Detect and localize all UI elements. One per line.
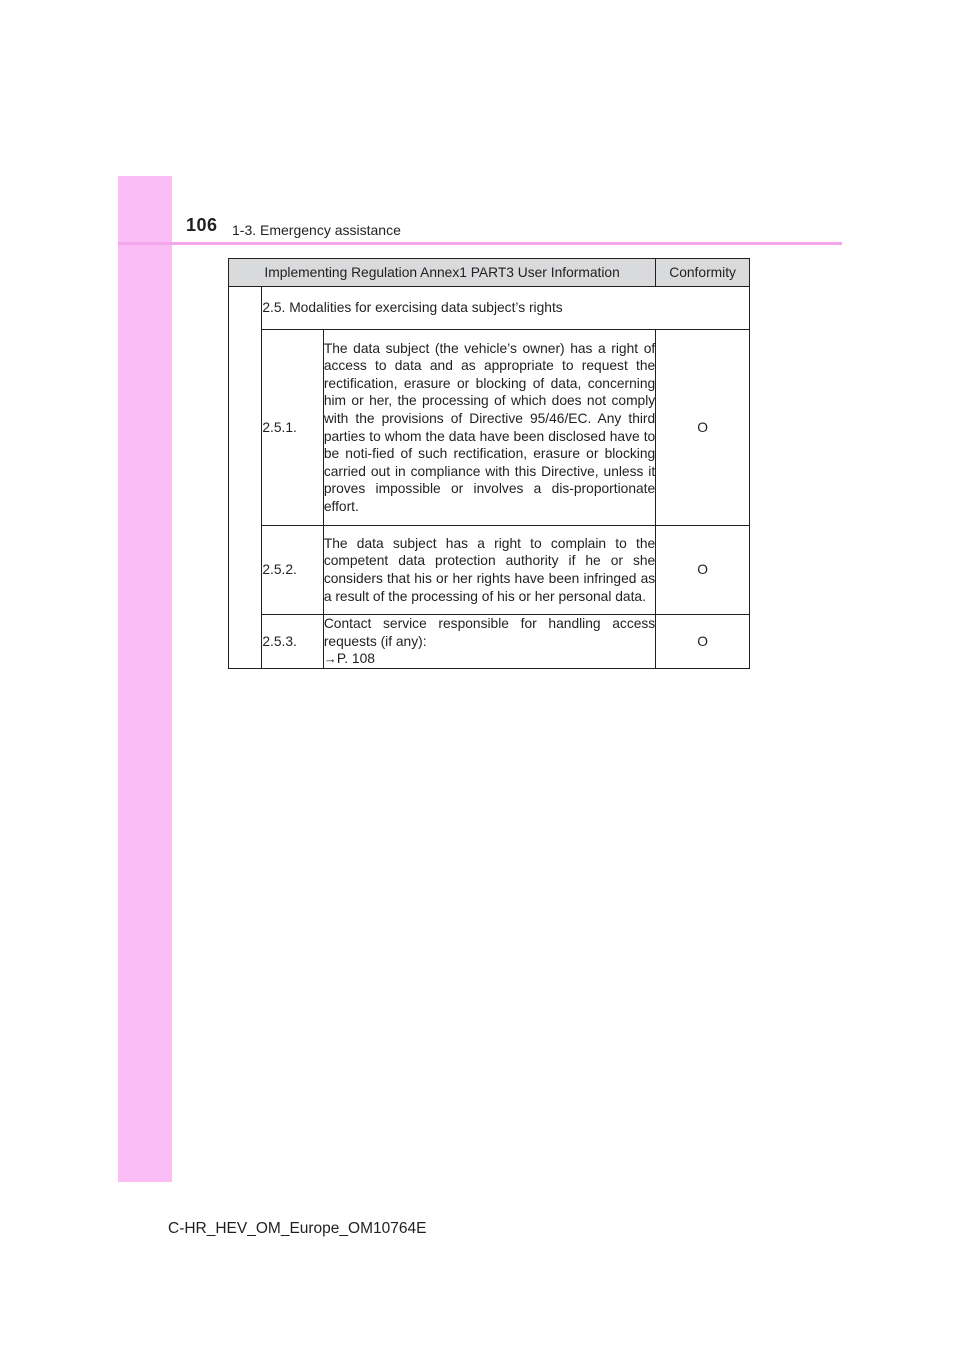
row-conformity: O (656, 330, 750, 526)
side-color-band (118, 176, 172, 1182)
section-title: 1-3. Emergency assistance (232, 222, 401, 238)
arrow-right-icon: → (323, 651, 337, 667)
table-row (229, 526, 750, 615)
section-heading: 2.5. Modalities for exercising data subject’s rights (262, 287, 750, 330)
column-header-user-information: Implementing Regulation Annex1 PART3 User Information (229, 259, 656, 287)
page-reference[interactable] (324, 650, 655, 668)
row-conformity: O (656, 526, 750, 615)
row-text: The data subject has a right to complain to the competent data protection authority if he or she considers that his or her rights have been infringed as a result of the processing of his or her personal data. (323, 526, 655, 615)
row-number: 2.5.1. (262, 330, 323, 526)
page-reference-label: P. 108 (336, 651, 375, 667)
row-text: Contact service responsible for handling access requests (if any): (323, 616, 656, 649)
row-number: 2.5.2. (262, 526, 323, 615)
document-code: C-HR_HEV_OM_Europe_OM10764E (168, 1220, 427, 1237)
header-rule (118, 242, 842, 245)
row-text-cell (323, 615, 655, 669)
section-heading-row (229, 287, 750, 330)
indent-cell (229, 287, 262, 669)
user-information-table (228, 258, 750, 669)
row-number: 2.5.3. (262, 615, 323, 669)
row-conformity: O (656, 615, 750, 669)
page-number: 106 (186, 215, 218, 235)
column-header-conformity: Conformity (656, 259, 750, 287)
table-header-row (229, 259, 750, 287)
row-text: The data subject (the vehicle’s owner) has a right of access to data and as appropriate to request the rectification, erasure or blocking of data, concerning him or her, the processing of which does not comply with the provisions of Directive 95/46/EC. Any third parties to whom the data have been disclosed have to be noti-fied of such rectification, erasure or blocking carried out in compliance with this Directive, unless it proves impossible or involves a dis-proportionate effort. (323, 330, 655, 526)
table-row (229, 615, 750, 669)
table-row (229, 330, 750, 526)
